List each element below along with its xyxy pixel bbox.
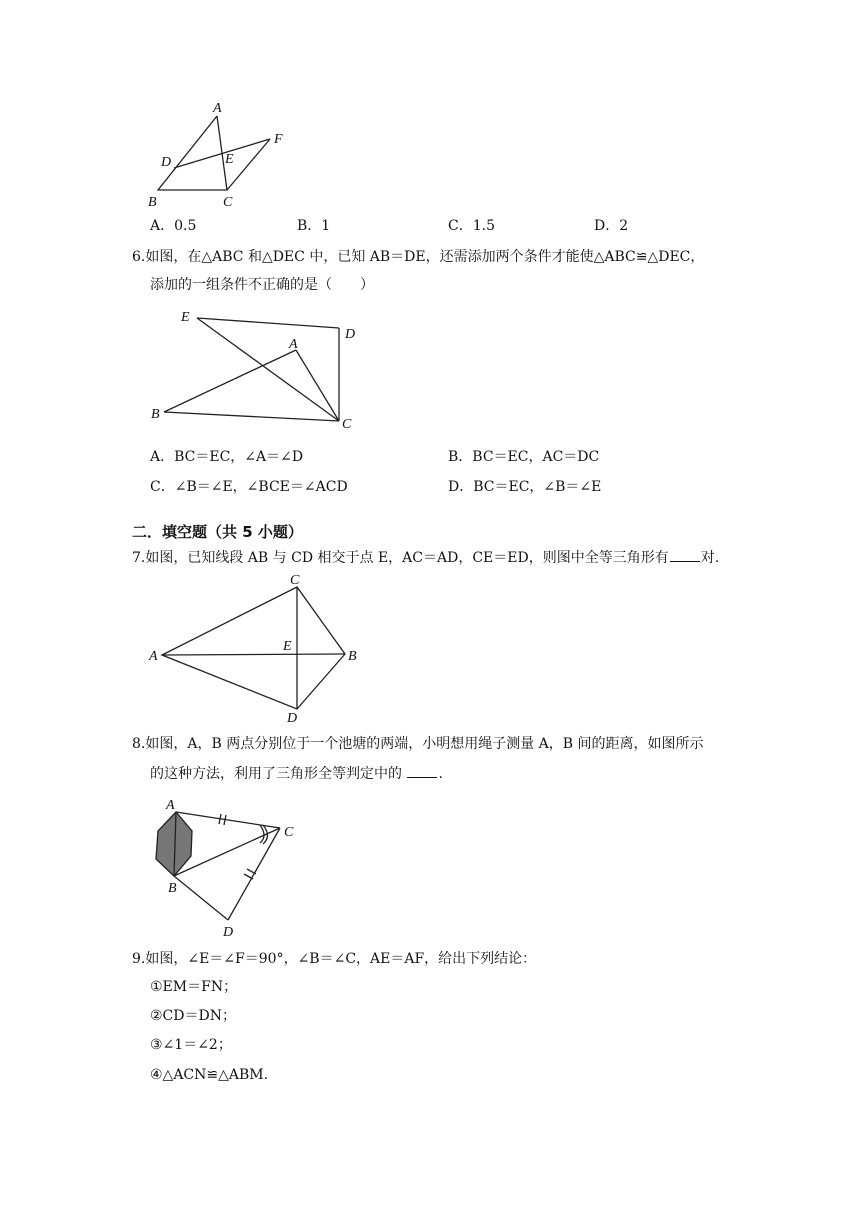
q8-question-line2 (150, 763, 443, 784)
q8-figure-svg (146, 796, 316, 942)
q5-segment-df (174, 139, 270, 168)
q9-conclusion-2: ②CD＝DN； (150, 1008, 236, 1024)
q5-option-a: A．0.5 (150, 218, 197, 234)
q6-question-line2: 添加的一组条件不正确的是（ ） (150, 277, 374, 293)
q5-figure-lines (158, 116, 227, 190)
q7-text-before: 7.如图，已知线段 AB 与 CD 相交于点 E，AC＝AD，CE＝ED，则图中全等三角形有 (132, 550, 669, 566)
q7-label-a: A (149, 649, 158, 664)
q8-text-after: . (438, 766, 443, 782)
q5-label-f: F (274, 132, 283, 147)
q8-tick-cd-1 (244, 874, 253, 879)
q6-figure-svg (146, 304, 366, 440)
q5-label-b: B (148, 195, 157, 210)
q9-question-line1: 9.如图，∠E＝∠F＝90°，∠B＝∠C，AE＝AF，给出下列结论： (132, 951, 537, 967)
q8-answer-blank (407, 763, 437, 778)
q8-segment-bd (174, 876, 228, 920)
q7-label-b: B (348, 649, 357, 664)
q8-segment-cd (228, 828, 280, 920)
q8-label-d: D (223, 925, 234, 940)
q5-option-d: D．2 (594, 218, 629, 234)
q6-label-b: B (151, 407, 160, 422)
section-heading: 二．填空题（共 5 小题） (132, 523, 303, 541)
q6-label-c: C (342, 417, 352, 432)
q9-conclusion-1: ①EM＝FN； (150, 979, 238, 995)
q6-label-a: A (289, 337, 298, 352)
q8-figure (146, 796, 316, 942)
q5-option-b: B．1 (297, 218, 331, 234)
q6-option-b: B．BC＝EC，AC＝DC (448, 449, 600, 465)
q7-quadrilateral (162, 587, 345, 709)
q5-label-c: C (223, 195, 233, 210)
q7-label-c: C (290, 573, 300, 588)
q8-angle-arc (260, 825, 264, 843)
q7-answer-blank (670, 547, 700, 562)
q6-option-d: D．BC＝EC，∠B＝∠E (448, 479, 602, 495)
q7-label-d: D (287, 711, 298, 726)
q8-tick-cd-2 (247, 869, 256, 874)
q7-question (132, 547, 719, 568)
q5-figure-svg (140, 96, 300, 212)
q8-label-c: C (284, 825, 294, 840)
q7-text-after: 对. (700, 550, 720, 566)
q6-segment-ec (197, 318, 339, 421)
q8-label-b: B (168, 881, 177, 896)
q9-conclusion-3: ③∠1＝∠2； (150, 1037, 232, 1053)
q8-label-a: A (166, 798, 175, 813)
q6-segment-ba (164, 350, 296, 412)
q5-label-e: E (225, 152, 234, 167)
q6-option-a: A．BC＝EC，∠A＝∠D (150, 449, 304, 465)
q8-text-before: 的这种方法，利用了三角形全等判定中的 (150, 766, 407, 782)
q5-label-a: A (213, 101, 222, 116)
q6-label-e: E (181, 310, 190, 325)
q7-label-e: E (283, 639, 292, 654)
q6-segment-ed (197, 318, 339, 328)
q7-figure-svg (146, 570, 376, 726)
q8-question-line1: 8.如图，A，B 两点分别位于一个池塘的两端，小明想用绳子测量 A，B 间的距离，如图所示 (132, 736, 704, 752)
q8-segment-ac (176, 812, 280, 828)
q5-option-c: C．1.5 (448, 218, 495, 234)
q6-segment-bc (164, 412, 339, 421)
q6-segment-ac (296, 350, 339, 421)
q6-label-d: D (345, 327, 356, 342)
q5-label-d: D (161, 155, 172, 170)
q5-figure (140, 96, 300, 212)
q6-question-line1: 6.如图，在△ABC 和△DEC 中，已知 AB＝DE，还需添加两个条件才能使△ABC≌△DEC， (132, 249, 705, 265)
q6-figure (146, 304, 366, 440)
q7-segment-ab (162, 654, 345, 655)
q6-option-c: C．∠B＝∠E，∠BCE＝∠ACD (150, 479, 348, 495)
q7-figure (146, 570, 376, 726)
q9-conclusion-4: ④△ACN≌△ABM. (150, 1067, 269, 1083)
